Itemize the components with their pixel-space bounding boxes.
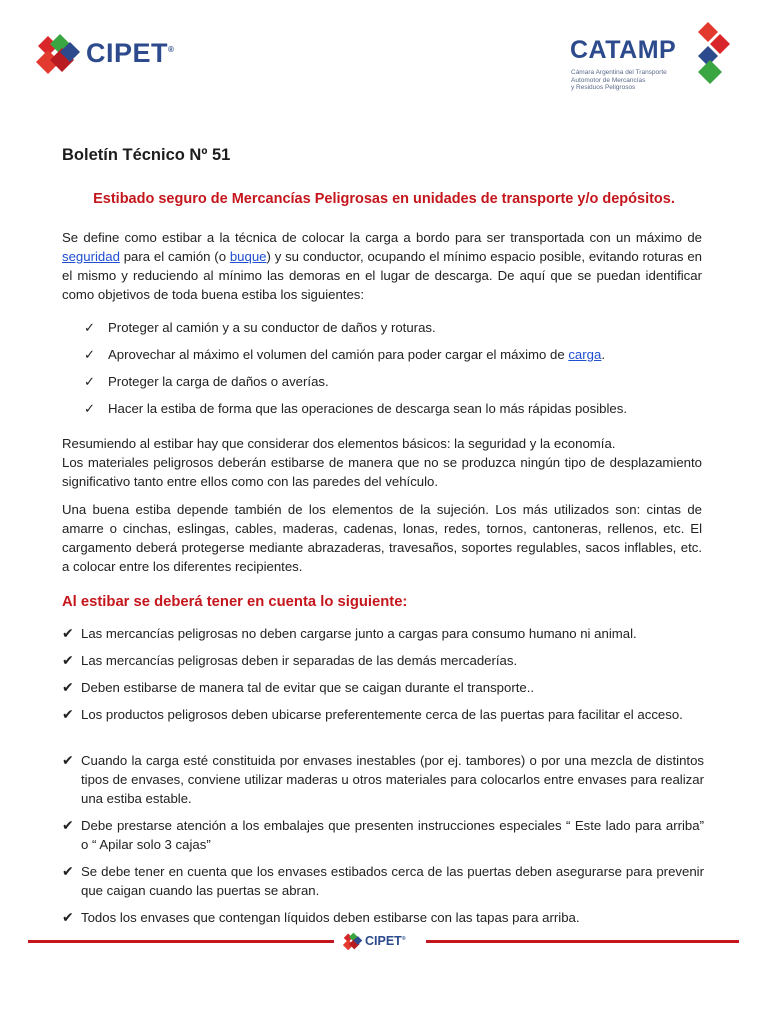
list-item: ✔ Las mercancías peligrosas no deben cargarse junto a cargas para consumo humano ni animal. <box>62 624 704 651</box>
list-item: ✓ Hacer la estiba de forma que las operaciones de descarga sean lo más rápidas posibles. <box>84 399 704 426</box>
checkmark-icon: ✓ <box>84 347 96 362</box>
checkmark-icon: ✔ <box>62 625 74 641</box>
list-item: ✔ Se debe tener en cuenta que los envases estibados cerca de las puertas deben asegurarse para prevenir que caigan cuando las puertas se abran. <box>62 862 704 908</box>
footer-cipet-logo <box>342 930 406 952</box>
summary-paragraph: Resumiendo al estibar hay que considerar dos elementos básicos: la seguridad y la economía. Los materiales peligrosos deberán estibarse de manera que no se produzca ningún tipo de desplazamiento significativo tanto entre ellos como con las paredes del vehículo. <box>62 436 702 489</box>
list-item: ✔ Todos los envases que contengan líquidos deben estibarse con las tapas para arriba. <box>62 908 704 930</box>
intro-paragraph: Se define como estibar a la técnica de colocar la carga a bordo para ser transportada con un máximo de seguridad para el camión (o buque) y su conductor, ocupando el mínimo espacio posible, evitando roturas en el mismo y reduciendo al mínimo las demoras en el lugar de descarga. De aquí que se puedan identificar como objetivos de toda buena estiba los siguientes: <box>62 230 702 302</box>
checkmark-icon: ✓ <box>84 320 96 335</box>
list-item: ✓ Proteger al camión y a su conductor de daños y roturas. <box>84 318 704 345</box>
considerations-list <box>62 624 704 930</box>
list-item: ✔ Los productos peligrosos deben ubicarse preferentemente cerca de las puertas para facilitar el acceso. <box>62 705 704 751</box>
bulletin-title: Boletín Técnico Nº 51 <box>62 146 231 164</box>
bulletin-subtitle: Estibado seguro de Mercancías Peligrosas en unidades de transporte y/o depósitos. <box>93 191 675 207</box>
catamp-logo-text: CATAMP <box>570 36 677 64</box>
checkmark-icon: ✓ <box>84 401 96 416</box>
catamp-subtitle: Cámara Argentina del Transporte Automotor de Mercancías y Residuos Peligrosos <box>571 69 667 91</box>
list-item: ✔ Debe prestarse atención a los embalajes que presenten instrucciones especiales “ Este lado para arriba” o “ Apilar solo 3 cajas” <box>62 816 704 862</box>
checkmark-icon: ✔ <box>62 679 74 695</box>
cipet-logo-text: CIPET® <box>86 37 175 68</box>
carga-link[interactable]: carga <box>568 347 602 362</box>
section-heading: Al estibar se deberá tener en cuenta lo siguiente: <box>62 594 408 610</box>
list-item: ✔ Cuando la carga esté constituida por envases inestables (por ej. tambores) o por una mezcla de distintos tipos de envases, conviene utilizar maderas u otros materiales para colocarlos entre envases para realizar una estiba estable. <box>62 751 704 816</box>
checkmark-icon: ✔ <box>62 863 74 879</box>
list-item: ✔ Las mercancías peligrosas deben ir separadas de las demás mercaderías. <box>62 651 704 678</box>
checkmark-icon: ✔ <box>62 909 74 925</box>
buque-link[interactable]: buque <box>229 249 267 264</box>
cipet-diamond-logo-icon <box>34 30 84 76</box>
seguridad-link[interactable]: seguridad <box>62 249 120 264</box>
footer-divider-right <box>426 940 739 943</box>
checkmark-icon: ✔ <box>62 652 74 668</box>
list-item: ✓ Aprovechar al máximo el volumen del camión para poder cargar el máximo de carga. <box>84 345 704 372</box>
objectives-list <box>84 318 704 426</box>
list-item: ✔ Deben estibarse de manera tal de evitar que se caigan durante el transporte.. <box>62 678 704 705</box>
checkmark-icon: ✓ <box>84 374 96 389</box>
securing-paragraph: Una buena estiba depende también de los elementos de la sujeción. Los más utilizados son: cintas de amarre o cinchas, eslingas, cables, maderas, cadenas, lonas, redes, tornos, cantoneras, rellenos, etc. El cargamento deberá protegerse mediante abrazaderas, travesaños, soportes regulables, sacos inflables, etc. a colocar entre los diferentes recipientes. <box>62 502 702 574</box>
footer-divider-left <box>28 940 334 943</box>
cipet-diamond-logo-icon <box>342 930 364 952</box>
footer-logo-text: CIPET® <box>365 934 406 948</box>
checkmark-icon: ✔ <box>62 706 74 722</box>
checkmark-icon: ✔ <box>62 817 74 833</box>
checkmark-icon: ✔ <box>62 752 74 768</box>
cipet-logo <box>34 30 174 76</box>
list-item: ✓ Proteger la carga de daños o averías. <box>84 372 704 399</box>
catamp-logo <box>566 20 736 100</box>
